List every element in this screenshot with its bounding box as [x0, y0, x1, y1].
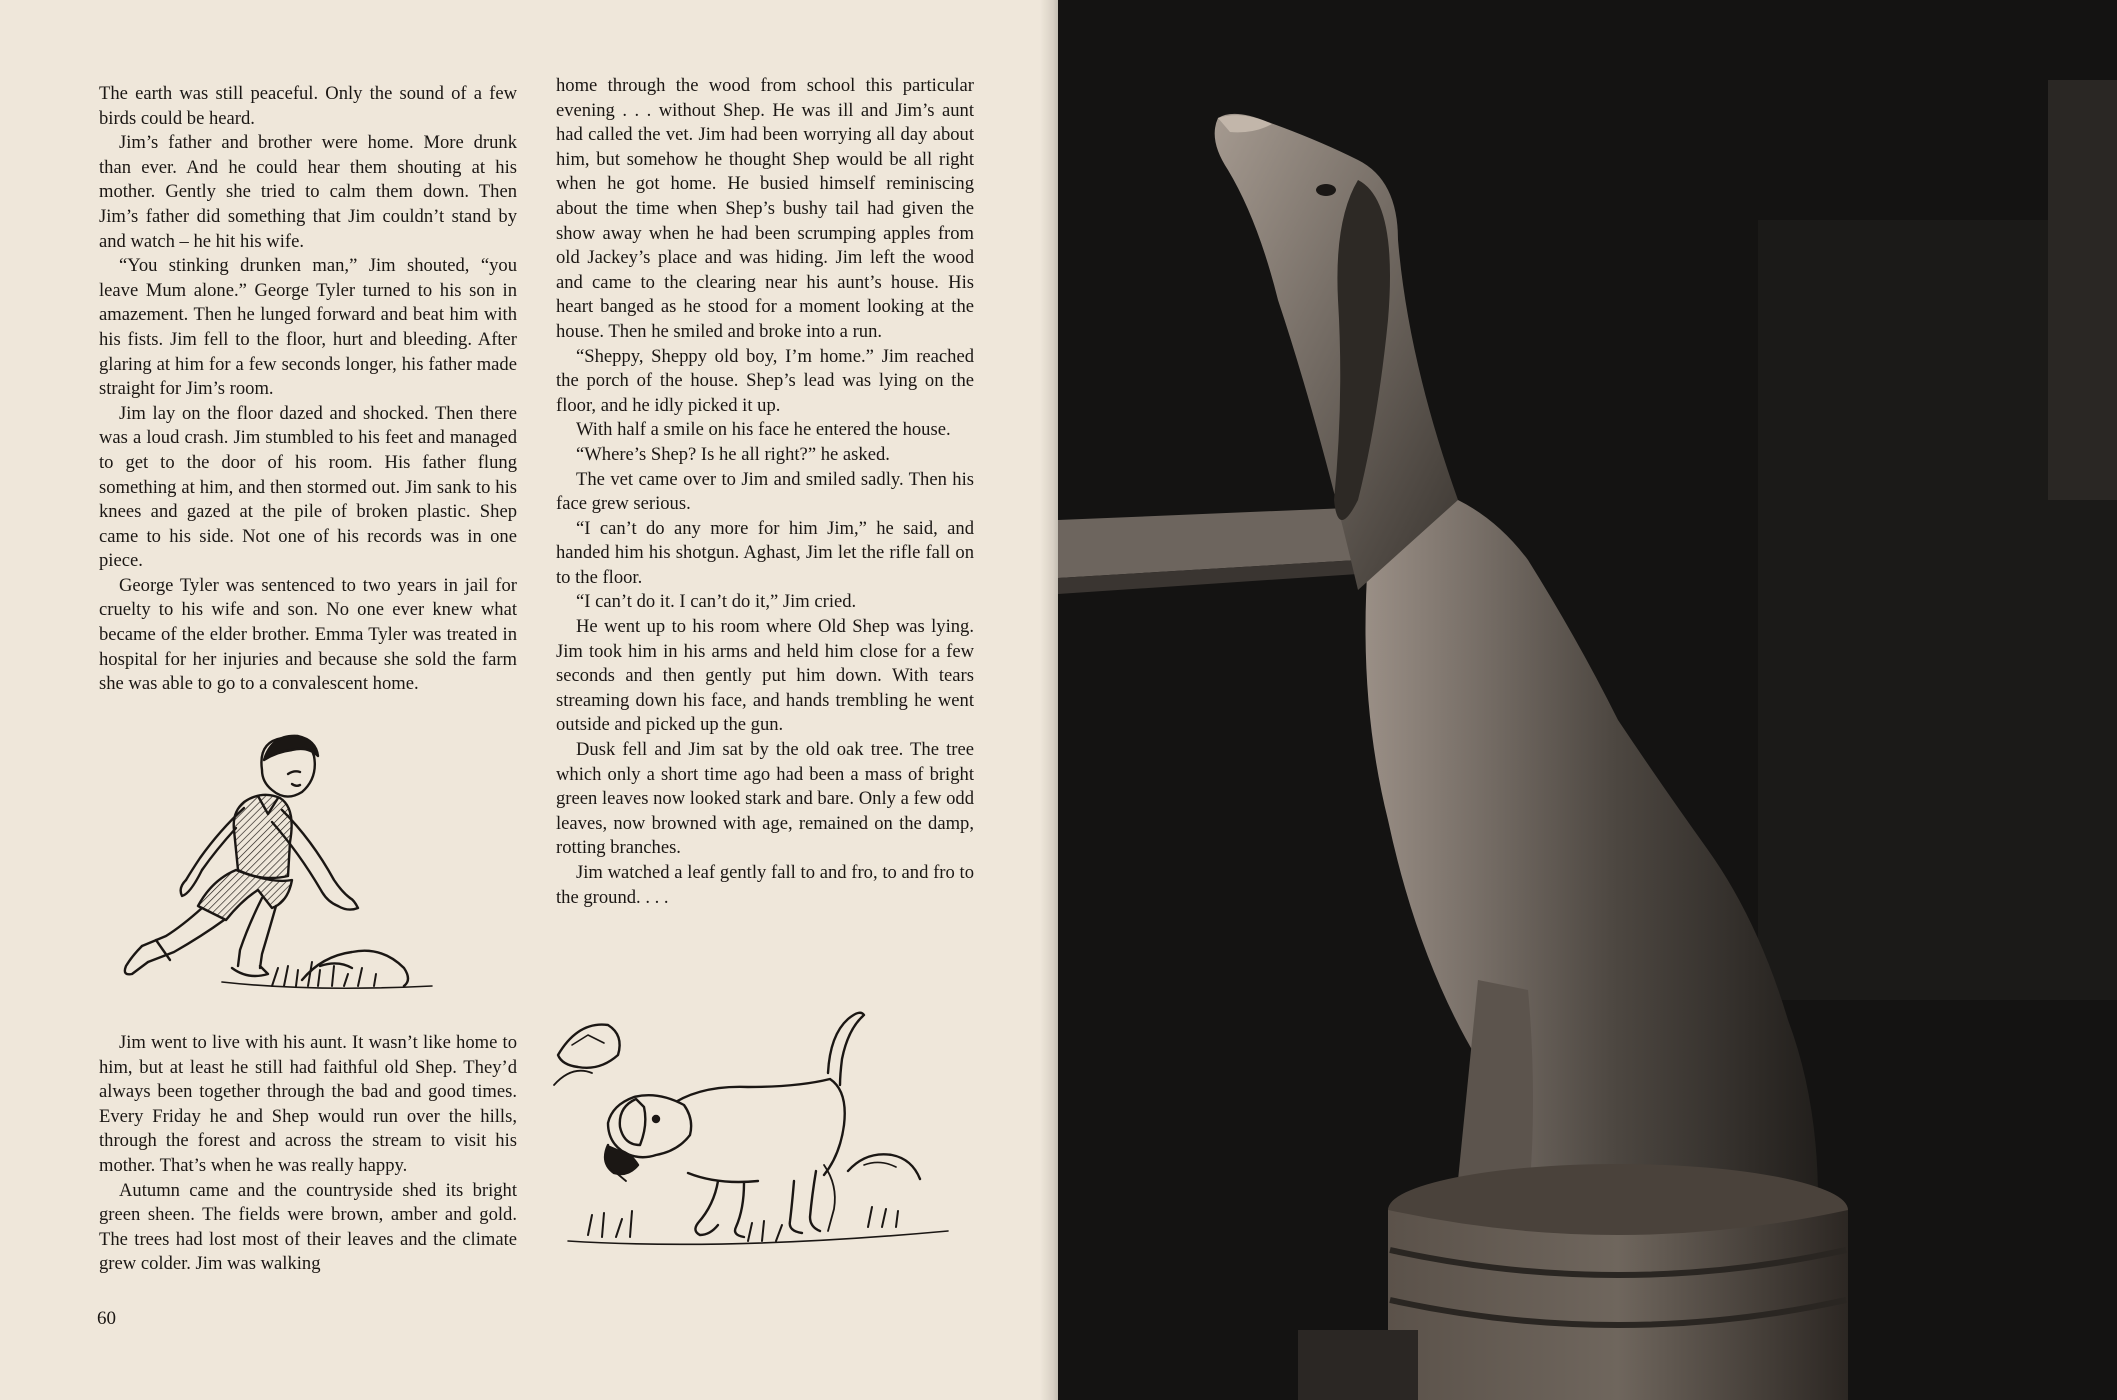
text-column-left-top: [99, 82, 517, 697]
paragraph: Dusk fell and Jim sat by the old oak tree. The tree which only a short time ago had been a mass of bright green leaves now looked stark and bare. Only a few odd leaves, now browned with age, remained on the damp, rotting branches.: [556, 739, 974, 859]
text-column-left-bottom: [99, 1031, 517, 1277]
paragraph: “Where’s Shep? Is he all right?” he asked.: [576, 443, 890, 465]
paragraph: With half a smile on his face he entered the house.: [576, 419, 951, 441]
dog-photograph: [1058, 0, 2117, 1400]
paragraph: home through the wood from school this particular evening . . . without Shep. He was ill and Jim’s aunt had called the vet. Jim had been worrying all day about him, but somehow he thought Shep would be all right when he got home. He busied himself reminiscing about the time when Shep’s bushy tail had given the show away when he had been scrumping apples from old Jackey’s place and was hiding. Jim left the wood and came to the clearing near his aunt’s house. His heart banged as he stood for a moment looking at the house. Then he smiled and broke into a run.: [556, 75, 974, 342]
boy-climbing-illustration: [112, 730, 522, 1002]
paragraph: Jim lay on the floor dazed and shocked. Then there was a loud crash. Jim stumbled to his feet and managed to get to the door of his room. His father flung something at him, and then stormed out. Jim sank to his knees and gazed at the pile of broken plastic. Shep came to his side. Not one of his records was in one piece.: [99, 402, 517, 572]
paragraph: The vet came over to Jim and smiled sadly. Then his face grew serious.: [556, 468, 974, 515]
paragraph: “Sheppy, Sheppy old boy, I’m home.” Jim reached the porch of the house. Shep’s lead was lying on the floor, and he idly picked it up.: [556, 345, 974, 416]
page-number: 60: [97, 1308, 116, 1329]
paragraph: “I can’t do any more for him Jim,” he said, and handed him his shotgun. Aghast, Jim let the rifle fall on to the floor.: [556, 517, 974, 588]
paragraph: Jim went to live with his aunt. It wasn’t like home to him, but at least he still had faithful old Shep. They’d always been together through the bad and good times. Every Friday he and Shep would run over the hills, through the forest and across the stream to visit his mother. That’s when he was really happy.: [99, 1032, 517, 1176]
left-page: [0, 0, 1058, 1400]
paragraph: Jim’s father and brother were home. More drunk than ever. And he could hear them shouting at his mother. Gently she tried to calm them down. Then Jim’s father did something that Jim couldn’t stand by and watch – he hit his wife.: [99, 132, 517, 252]
dog-sniffing-illustration: [548, 995, 978, 1275]
paragraph: Autumn came and the countryside shed its bright green sheen. The fields were brown, amber and gold. The trees had lost most of their leaves and the climate grew colder. Jim was walking: [99, 1179, 517, 1275]
text-column-right: [556, 74, 974, 910]
paragraph: Jim watched a leaf gently fall to and fro, to and fro to the ground. . . .: [556, 862, 974, 908]
paragraph: The earth was still peaceful. Only the sound of a few birds could be heard.: [99, 83, 517, 129]
paragraph: “You stinking drunken man,” Jim shouted, “you leave Mum alone.” George Tyler turned to his son in amazement. Then he lunged forward and beat him with his fists. Jim fell to the floor, hurt and bleeding. After glaring at him for a few seconds longer, his father made straight for Jim’s room.: [99, 255, 517, 400]
paragraph: “I can’t do it. I can’t do it,” Jim cried.: [576, 591, 857, 613]
paragraph: He went up to his room where Old Shep was lying. Jim took him in his arms and held him close for a few seconds and then gently put him down. With tears streaming down his face, and hands trembling he went outside and picked up the gun.: [556, 616, 974, 736]
paragraph: George Tyler was sentenced to two years in jail for cruelty to his wife and son. No one ever knew what became of the elder brother. Emma Tyler was treated in hospital for her injuries and because she sold the farm she was able to go to a convalescent home.: [99, 574, 517, 695]
